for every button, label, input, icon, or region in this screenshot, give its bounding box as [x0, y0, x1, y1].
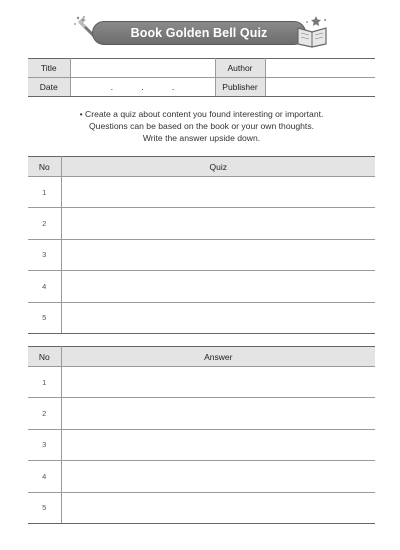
- date-field[interactable]: [70, 78, 215, 97]
- table-row: [28, 177, 375, 208]
- row-number: 1: [28, 177, 61, 208]
- answer-field[interactable]: [61, 367, 375, 398]
- row-number: 5: [28, 492, 61, 523]
- title-field[interactable]: [70, 59, 215, 78]
- book-info-table: [28, 58, 375, 97]
- table-row: [28, 271, 375, 302]
- quiz-field[interactable]: [61, 208, 375, 239]
- row-number: 3: [28, 429, 61, 460]
- row-number: 2: [28, 398, 61, 429]
- answer-field[interactable]: [61, 461, 375, 492]
- open-book-icon: [292, 14, 332, 48]
- quiz-field[interactable]: [61, 177, 375, 208]
- row-number: 4: [28, 461, 61, 492]
- title-label: Title: [28, 59, 70, 78]
- publisher-field[interactable]: [265, 78, 375, 97]
- answer-field[interactable]: [61, 398, 375, 429]
- answer-no-header: No: [28, 347, 61, 367]
- answer-header: Answer: [61, 347, 375, 367]
- row-number: 3: [28, 239, 61, 270]
- title-banner: [70, 14, 332, 50]
- answer-table: [28, 346, 375, 524]
- table-row: [28, 461, 375, 492]
- table-row: [28, 208, 375, 239]
- row-number: 2: [28, 208, 61, 239]
- publisher-label: Publisher: [215, 78, 265, 97]
- quiz-no-header: No: [28, 157, 61, 177]
- instruction-line: • Create a quiz about content you found interesting or important.: [79, 109, 324, 119]
- answer-field[interactable]: [61, 429, 375, 460]
- table-row: [28, 398, 375, 429]
- row-number: 1: [28, 367, 61, 398]
- page-title: Book Golden Bell Quiz: [92, 21, 306, 45]
- table-row: [28, 367, 375, 398]
- quiz-field[interactable]: [61, 239, 375, 270]
- date-label: Date: [28, 78, 70, 97]
- date-separator: .: [141, 82, 144, 92]
- instructions: [28, 108, 375, 144]
- quiz-field[interactable]: [61, 302, 375, 333]
- date-separator: .: [110, 82, 114, 92]
- table-row: [28, 429, 375, 460]
- row-number: 4: [28, 271, 61, 302]
- author-label: Author: [215, 59, 265, 78]
- row-number: 5: [28, 302, 61, 333]
- instruction-line: Write the answer upside down.: [142, 133, 261, 143]
- author-field[interactable]: [265, 59, 375, 78]
- table-row: [28, 239, 375, 270]
- answer-field[interactable]: [61, 492, 375, 523]
- date-separator: .: [171, 82, 175, 92]
- quiz-field[interactable]: [61, 271, 375, 302]
- instruction-line: Questions can be based on the book or your own thoughts.: [88, 121, 315, 131]
- quiz-header: Quiz: [61, 157, 375, 177]
- table-row: [28, 302, 375, 333]
- quiz-table: [28, 156, 375, 334]
- table-row: [28, 492, 375, 523]
